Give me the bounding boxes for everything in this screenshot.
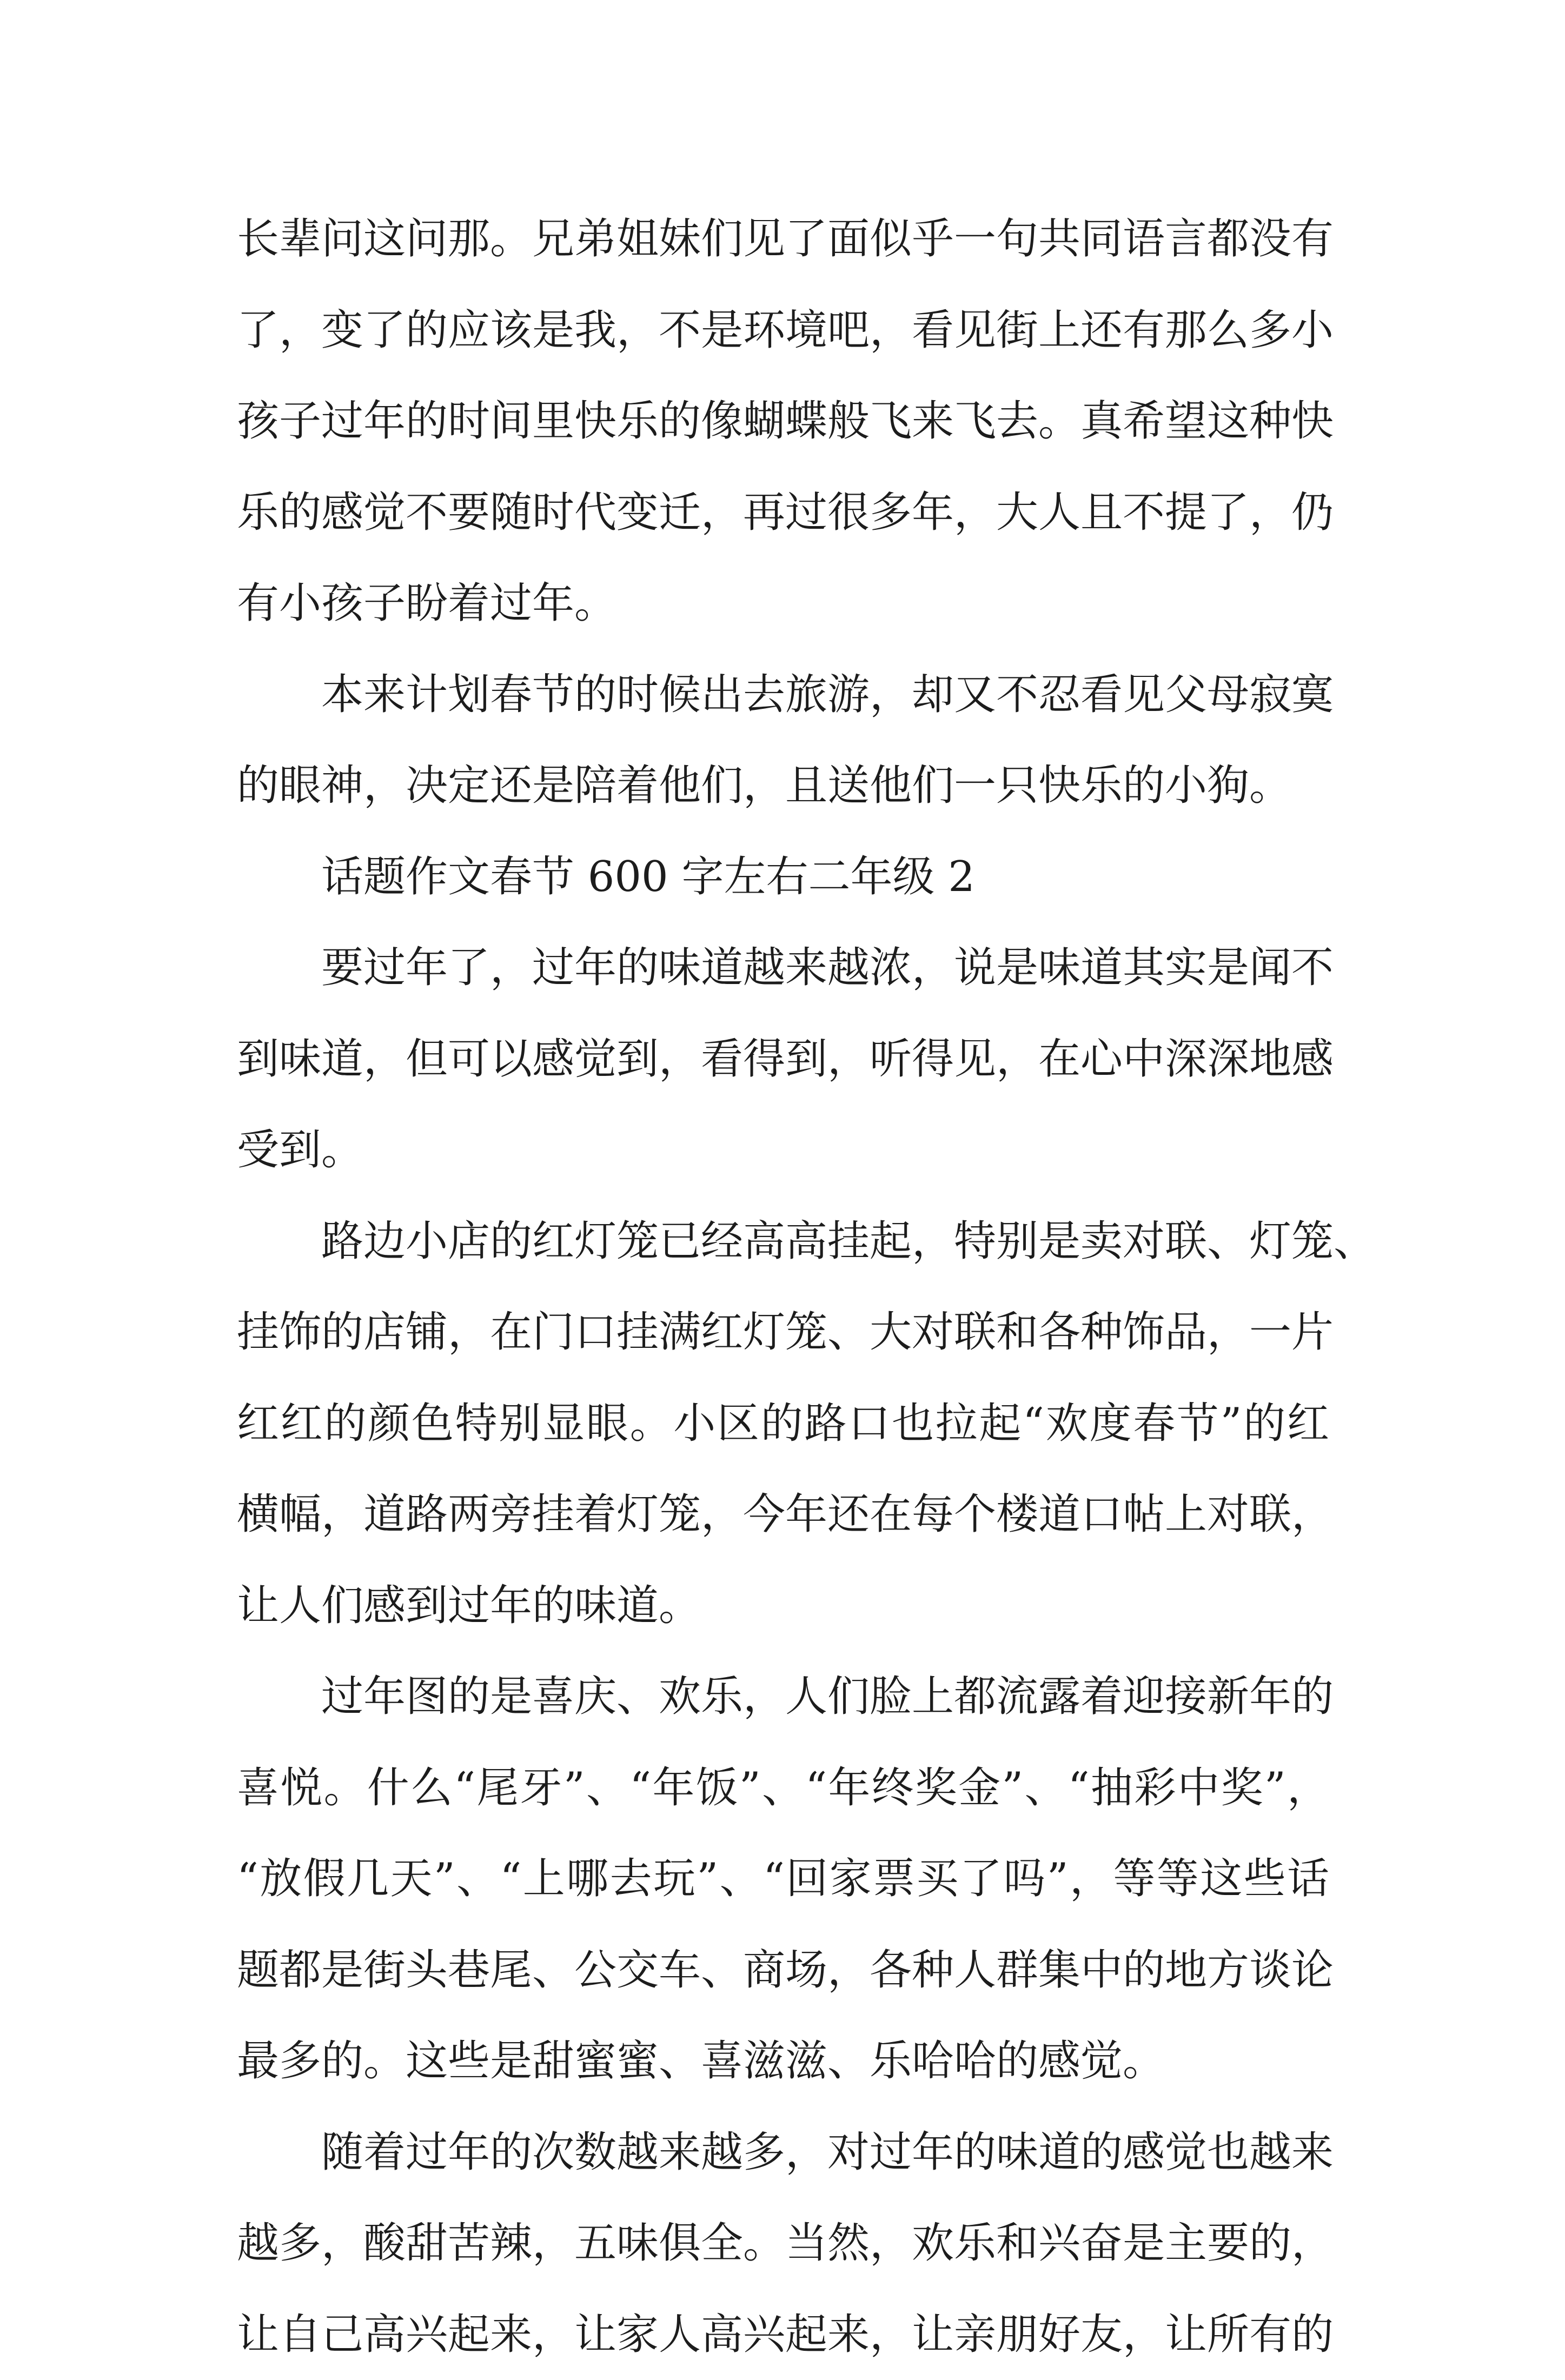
text-line: 受到。	[237, 1105, 1329, 1196]
text-line: 长辈问这问那。兄弟姐妹们见了面似乎一句共同语言都没有	[237, 194, 1329, 285]
text-line: 到味道，但可以感觉到，看得到，听得见，在心中深深地感	[237, 1014, 1329, 1105]
text-line: 喜悦。什么“尾牙”、“年饭”、“年终奖金”、“抽彩中奖”，	[237, 1743, 1329, 1834]
text-line: 挂饰的店铺，在门口挂满红灯笼、大对联和各种饰品，一片	[237, 1287, 1329, 1378]
text-line: 横幅，道路两旁挂着灯笼，今年还在每个楼道口帖上对联，	[237, 1469, 1329, 1560]
text-line: 乐的感觉不要随时代变迁，再过很多年，大人且不提了，仍	[237, 467, 1329, 559]
paragraph-first-line: 路边小店的红灯笼已经高高挂起，特别是卖对联、灯笼、	[237, 1196, 1329, 1287]
text-line: 最多的。这些是甜蜜蜜、喜滋滋、乐哈哈的感觉。	[237, 2016, 1329, 2107]
text-line: 红红的颜色特别显眼。小区的路口也拉起“欢度春节”的红	[237, 1378, 1329, 1470]
paragraph-first-line: 本来计划春节的时候出去旅游，却又不忍看见父母寂寞	[237, 649, 1329, 741]
text-line: 有小孩子盼着过年。	[237, 558, 1329, 649]
paragraph-first-line: 过年图的是喜庆、欢乐，人们脸上都流露着迎接新年的	[237, 1651, 1329, 1743]
text-line: “放假几天”、“上哪去玩”、“回家票买了吗”，等等这些话	[237, 1833, 1329, 1925]
section-heading: 话题作文春节 600 字左右二年级 2	[237, 832, 1329, 923]
paragraph-first-line: 要过年了，过年的味道越来越浓，说是味道其实是闻不	[237, 922, 1329, 1014]
text-line: 越多，酸甜苦辣，五味俱全。当然，欢乐和兴奋是主要的，	[237, 2198, 1329, 2289]
text-line: 的眼神，决定还是陪着他们，且送他们一只快乐的小狗。	[237, 740, 1329, 832]
text-line: 题都是街头巷尾、公交车、商场，各种人群集中的地方谈论	[237, 1925, 1329, 2016]
text-line: 让人们感到过年的味道。	[237, 1560, 1329, 1652]
text-line: 了，变了的应该是我，不是环境吧，看见街上还有那么多小	[237, 285, 1329, 376]
text-line: 孩子过年的时间里快乐的像蝴蝶般飞来飞去。真希望这种快	[237, 376, 1329, 467]
text-line: 让自己高兴起来，让家人高兴起来，让亲朋好友，让所有的	[237, 2289, 1329, 2380]
paragraph-first-line: 随着过年的次数越来越多，对过年的味道的感觉也越来	[237, 2107, 1329, 2198]
document-body	[237, 194, 1329, 2380]
